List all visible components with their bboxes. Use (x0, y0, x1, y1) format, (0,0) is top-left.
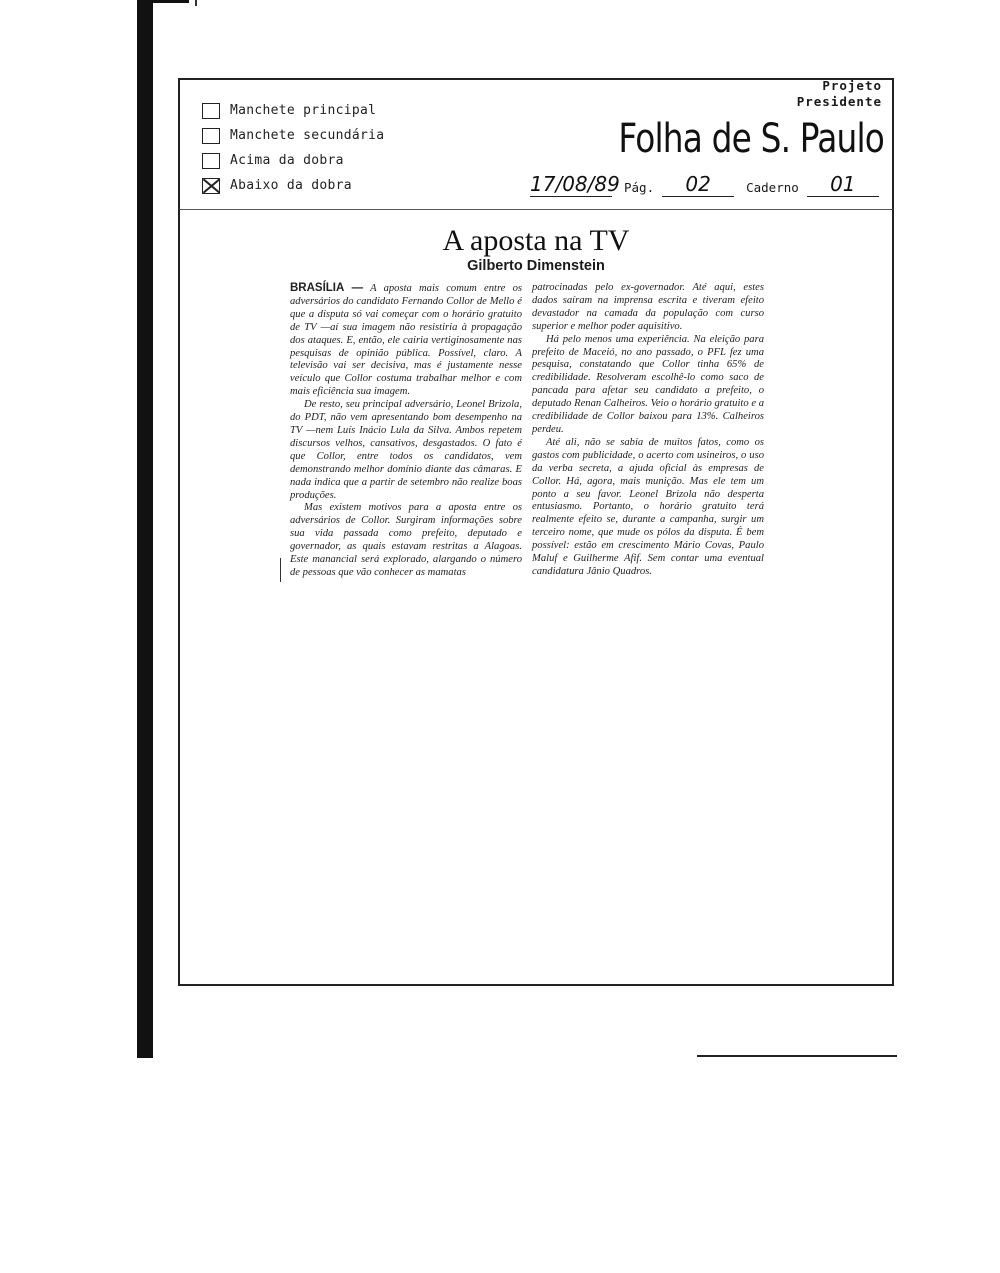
checkbox-manchete-secundaria[interactable] (202, 128, 220, 144)
newspaper-name: Folha de S. Paulo (618, 116, 884, 162)
checklist-item-manchete-secundaria (202, 123, 384, 148)
checklist-item-acima-da-dobra (202, 148, 384, 173)
date-field: 17/08/89 (530, 172, 620, 196)
section-field: 01 (807, 172, 879, 197)
paragraph-text: A aposta mais comum entre os adversários do candidato Fernando Collor de Mello é que a disputa só vai começar com o horário gratuito de TV —aí sua imagem não resistiria à propagação dos ataques. E, então, ele cairia vertiginosamente nas pesquisas de opinião pública. Possível, claro. A televisão vai ser decisiva, mas é justamente nesse veículo que Collor costuma trabalhar melhor e com mais eficiência sua imagem. (290, 283, 522, 398)
clipping-header (178, 78, 894, 210)
paragraph: patrocinadas pelo ex-governador. Até aqui, estes dados saíram na imprensa escrita e tiveram efeito devastador na camada da população com curso superior e melhor poder aquisitivo. (532, 282, 764, 332)
paragraph: De resto, seu principal adversário, Leonel Brizola, do PDT, não vem apresentando bom desempenho na TV —nem Luís Inácio Lula da Silva. Ambos repetem discursos velhos, cansativos, desgastados. O fato é que Collor, entre todos os candidatos, vem demonstrando melhor domínio diante das câmaras. E nada indica que a partir de setembro não realize boas produções. (290, 399, 522, 501)
placement-checklist (202, 98, 384, 198)
checklist-item-manchete-principal (202, 98, 384, 123)
project-line-2: Presidente (796, 94, 882, 109)
checklist-label: Manchete principal (230, 103, 377, 118)
checkbox-acima-da-dobra[interactable] (202, 153, 220, 169)
checklist-label: Abaixo da dobra (230, 178, 352, 193)
checkbox-abaixo-da-dobra[interactable] (202, 178, 220, 194)
scan-top-mark (137, 0, 189, 3)
article-column-2 (532, 282, 764, 579)
project-label (797, 78, 882, 110)
paragraph (290, 282, 522, 399)
paragraph: Há pelo menos uma experiência. Na eleição para prefeito de Maceió, no ano passado, o PFL fez uma pesquisa, constatando que Collor tinha 65% de credibilidade. Resolveram escolhê-lo como saco de pancada para afetar seu candidato a prefeito, o deputado Renan Calheiros. Veio o horário gratuito e a credibilidade de Collor baixou para 13%. Calheiros perdeu. (532, 333, 764, 435)
paragraph: Até ali, não se sabia de muitos fatos, como os gastos com publicidade, o acerto com usineiros, o uso da verba secreta, a ajuda oficial às empresas de Collor. Há, agora, mais munição. Mas ele tem um ponto a seu favor. Leonel Brizola não desperta entusiasmo. Portanto, o horário gratuito terá realmente efeito se, durante a campanha, surgir um terceiro nome, que mude os pólos da disputa. É bem possível: estão em crescimento Mário Covas, Paulo Maluf e Guilherme Afif. Sem contar uma eventual candidatura Jânio Quadros. (532, 436, 764, 577)
project-line-1: Projeto (822, 78, 882, 93)
checkbox-manchete-principal[interactable] (202, 103, 220, 119)
paragraph: Mas existem motivos para a aposta entre os adversários de Collor. Surgiram informações sobre sua vida passada como prefeito, deputado e governador, as quais estavam restritas a Alagoas. Este manancial será explorado, alargando o número de pessoas que vão conhecer as mamatas (290, 502, 522, 578)
article-byline: Gilberto Dimenstein (467, 258, 605, 274)
scan-edge-bar (137, 0, 153, 1058)
scan-dot-mark (195, 0, 197, 6)
article-column-1 (290, 282, 522, 580)
checklist-label: Acima da dobra (230, 153, 344, 168)
page-label: Pág. (624, 180, 655, 195)
page-field: 02 (662, 172, 734, 197)
scan-bottom-line (697, 1055, 897, 1057)
dateline: BRASÍLIA — (290, 282, 364, 294)
margin-pencil-mark (280, 558, 281, 582)
section-label: Caderno (746, 180, 799, 195)
article-title: A aposta na TV (442, 224, 630, 257)
checklist-item-abaixo-da-dobra (202, 173, 384, 198)
article-clipping (178, 209, 894, 986)
clipping-meta (530, 172, 879, 197)
checklist-label: Manchete secundária (230, 128, 385, 143)
